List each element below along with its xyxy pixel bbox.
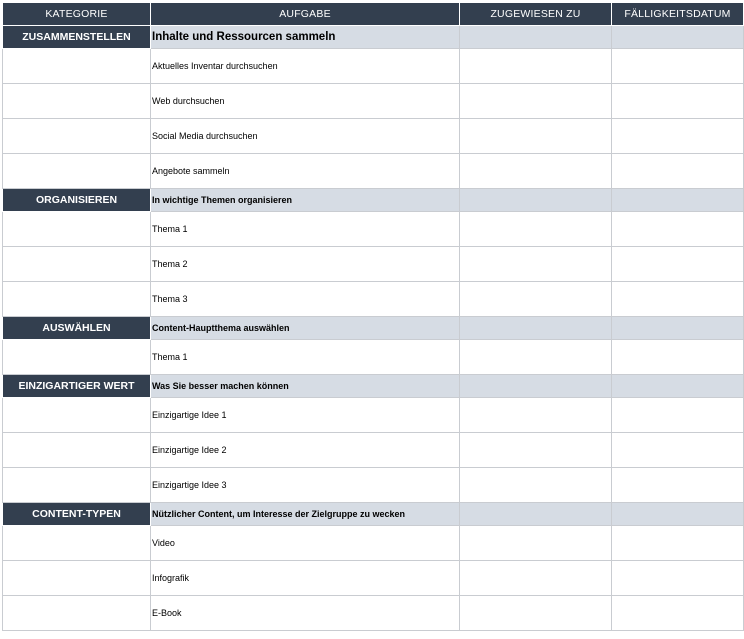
header-category[interactable]: KATEGORIE xyxy=(3,3,151,26)
category-summary[interactable]: Was Sie besser machen können xyxy=(151,375,460,398)
due-date-cell[interactable] xyxy=(612,468,744,503)
category-cell[interactable] xyxy=(3,247,151,282)
task-row xyxy=(3,596,744,631)
task-row xyxy=(3,49,744,84)
task-row xyxy=(3,84,744,119)
assigned-cell[interactable] xyxy=(460,154,612,189)
category-label[interactable]: EINZIGARTIGER WERT xyxy=(3,375,151,398)
due-date-cell[interactable] xyxy=(612,154,744,189)
due-date-cell[interactable] xyxy=(612,212,744,247)
due-date-cell[interactable] xyxy=(612,340,744,375)
category-cell[interactable] xyxy=(3,561,151,596)
assigned-cell[interactable] xyxy=(460,189,612,212)
due-date-cell[interactable] xyxy=(612,596,744,631)
task-row xyxy=(3,340,744,375)
due-date-cell[interactable] xyxy=(612,398,744,433)
due-date-cell[interactable] xyxy=(612,561,744,596)
task-row xyxy=(3,247,744,282)
task-cell[interactable]: Thema 2 xyxy=(151,247,460,282)
assigned-cell[interactable] xyxy=(460,526,612,561)
task-cell[interactable]: Thema 1 xyxy=(151,212,460,247)
assigned-cell[interactable] xyxy=(460,561,612,596)
task-row xyxy=(3,561,744,596)
task-cell[interactable]: Thema 1 xyxy=(151,340,460,375)
due-date-cell[interactable] xyxy=(612,189,744,212)
assigned-cell[interactable] xyxy=(460,282,612,317)
category-cell[interactable] xyxy=(3,433,151,468)
task-row xyxy=(3,154,744,189)
due-date-cell[interactable] xyxy=(612,375,744,398)
assigned-cell[interactable] xyxy=(460,468,612,503)
assigned-cell[interactable] xyxy=(460,247,612,282)
category-cell[interactable] xyxy=(3,212,151,247)
assigned-cell[interactable] xyxy=(460,340,612,375)
category-cell[interactable] xyxy=(3,596,151,631)
category-cell[interactable] xyxy=(3,49,151,84)
task-cell[interactable]: Einzigartige Idee 3 xyxy=(151,468,460,503)
category-cell[interactable] xyxy=(3,340,151,375)
task-row xyxy=(3,282,744,317)
category-label[interactable]: CONTENT-TYPEN xyxy=(3,503,151,526)
task-cell[interactable]: Einzigartige Idee 1 xyxy=(151,398,460,433)
category-cell[interactable] xyxy=(3,119,151,154)
assigned-cell[interactable] xyxy=(460,212,612,247)
category-cell[interactable] xyxy=(3,84,151,119)
task-cell[interactable]: Angebote sammeln xyxy=(151,154,460,189)
category-cell[interactable] xyxy=(3,526,151,561)
category-cell[interactable] xyxy=(3,468,151,503)
due-date-cell[interactable] xyxy=(612,282,744,317)
assigned-cell[interactable] xyxy=(460,26,612,49)
category-row xyxy=(3,375,744,398)
task-cell[interactable]: Web durchsuchen xyxy=(151,84,460,119)
due-date-cell[interactable] xyxy=(612,503,744,526)
assigned-cell[interactable] xyxy=(460,119,612,154)
assigned-cell[interactable] xyxy=(460,596,612,631)
due-date-cell[interactable] xyxy=(612,247,744,282)
due-date-cell[interactable] xyxy=(612,433,744,468)
assigned-cell[interactable] xyxy=(460,317,612,340)
category-cell[interactable] xyxy=(3,154,151,189)
task-table xyxy=(2,2,744,631)
due-date-cell[interactable] xyxy=(612,84,744,119)
header-due-date[interactable]: FÄLLIGKEITSDATUM xyxy=(612,3,744,26)
category-row xyxy=(3,26,744,49)
header-assigned[interactable]: ZUGEWIESEN ZU xyxy=(460,3,612,26)
assigned-cell[interactable] xyxy=(460,49,612,84)
due-date-cell[interactable] xyxy=(612,119,744,154)
category-summary[interactable]: In wichtige Themen organisieren xyxy=(151,189,460,212)
due-date-cell[interactable] xyxy=(612,317,744,340)
category-cell[interactable] xyxy=(3,282,151,317)
category-row xyxy=(3,189,744,212)
category-summary[interactable]: Content-Hauptthema auswählen xyxy=(151,317,460,340)
task-cell[interactable]: E-Book xyxy=(151,596,460,631)
due-date-cell[interactable] xyxy=(612,526,744,561)
task-cell[interactable]: Video xyxy=(151,526,460,561)
task-row xyxy=(3,398,744,433)
task-cell[interactable]: Social Media durchsuchen xyxy=(151,119,460,154)
header-task[interactable]: AUFGABE xyxy=(151,3,460,26)
due-date-cell[interactable] xyxy=(612,26,744,49)
assigned-cell[interactable] xyxy=(460,84,612,119)
task-cell[interactable]: Einzigartige Idee 2 xyxy=(151,433,460,468)
task-cell[interactable]: Infografik xyxy=(151,561,460,596)
category-summary[interactable]: Nützlicher Content, um Interesse der Zielgruppe zu wecken xyxy=(151,503,460,526)
category-label[interactable]: ORGANISIEREN xyxy=(3,189,151,212)
assigned-cell[interactable] xyxy=(460,398,612,433)
category-summary[interactable]: Inhalte und Ressourcen sammeln xyxy=(151,26,460,49)
assigned-cell[interactable] xyxy=(460,375,612,398)
task-row xyxy=(3,433,744,468)
assigned-cell[interactable] xyxy=(460,503,612,526)
header-row xyxy=(3,3,744,26)
category-row xyxy=(3,503,744,526)
task-row xyxy=(3,212,744,247)
task-row xyxy=(3,119,744,154)
category-row xyxy=(3,317,744,340)
category-label[interactable]: ZUSAMMENSTELLEN xyxy=(3,26,151,49)
due-date-cell[interactable] xyxy=(612,49,744,84)
category-label[interactable]: AUSWÄHLEN xyxy=(3,317,151,340)
task-row xyxy=(3,526,744,561)
task-cell[interactable]: Aktuelles Inventar durchsuchen xyxy=(151,49,460,84)
category-cell[interactable] xyxy=(3,398,151,433)
task-cell[interactable]: Thema 3 xyxy=(151,282,460,317)
task-row xyxy=(3,468,744,503)
assigned-cell[interactable] xyxy=(460,433,612,468)
